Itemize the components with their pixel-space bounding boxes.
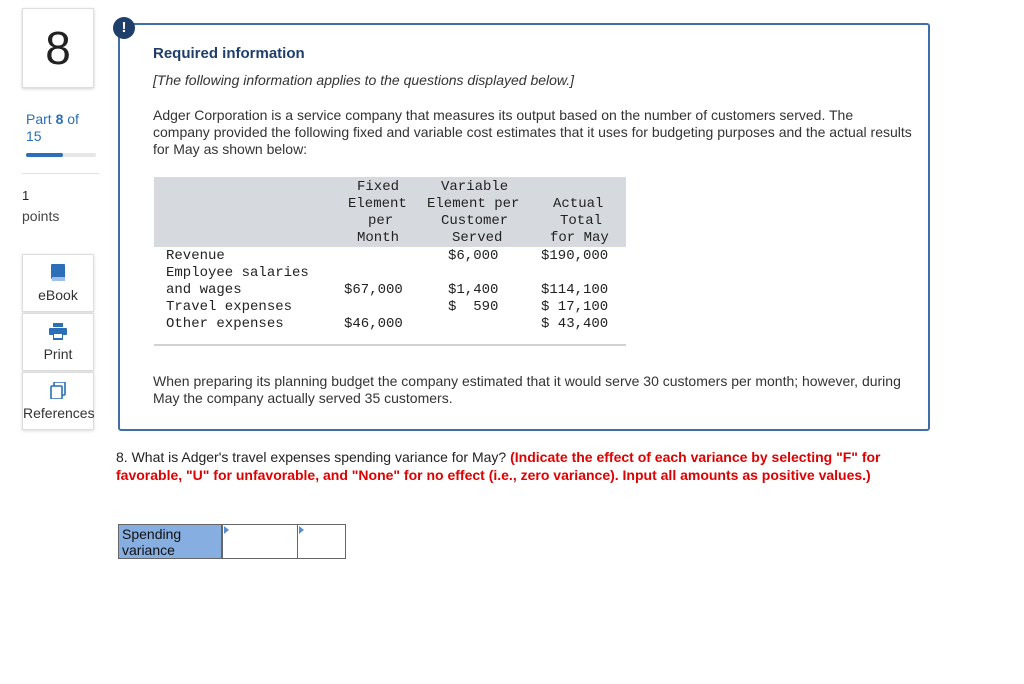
effect-select[interactable]: [297, 524, 346, 559]
part-label: Part: [26, 111, 52, 127]
part-indicator: [26, 111, 79, 145]
revenue-variable: $6,000: [448, 248, 499, 264]
part-progress-bar: [26, 153, 96, 157]
amount-input-marker-icon: [224, 526, 229, 534]
header-actual-2: Total: [560, 213, 603, 229]
book-icon: [23, 264, 93, 284]
employee-actual: $114,100: [541, 282, 609, 298]
part-number: 8: [55, 111, 64, 127]
points-label: points: [22, 208, 60, 224]
header-variable-2: Element per: [427, 196, 520, 212]
printer-icon: [23, 323, 93, 343]
row-label-employee-2: and wages: [166, 282, 242, 298]
info-note: [The following information applies to the questions displayed below.]: [153, 72, 575, 88]
references-button[interactable]: [22, 372, 94, 430]
spending-variance-label: Spending variance: [118, 524, 222, 559]
travel-variable: $ 590: [448, 299, 499, 315]
references-label: References: [23, 405, 95, 421]
print-label: Print: [43, 346, 73, 362]
question-text: [116, 448, 926, 484]
print-button[interactable]: [22, 313, 94, 371]
references-icon: [23, 382, 93, 402]
ebook-label: eBook: [38, 287, 78, 303]
effect-select-marker-icon: [299, 526, 304, 534]
row-label-travel: Travel expenses: [166, 299, 293, 315]
part-total: 15: [26, 128, 42, 144]
travel-actual: $ 17,100: [541, 299, 609, 315]
problem-paragraph: Adger Corporation is a service company that measures its output based on the number of customers served. The company provided the following fixed and variable cost estimates that it uses for budgeting purposes and the actual results for May as shown below:: [153, 107, 912, 157]
row-label-revenue: Revenue: [166, 248, 225, 264]
header-fixed-2: Element: [348, 196, 407, 212]
header-fixed-1: Fixed: [357, 179, 400, 195]
question-instruction: (Indicate the effect of each variance by selecting "F" for favorable, "U" for unfavorable, and "None" for no effect (i.e., zero variance). Input all amounts as positive values.): [116, 449, 881, 483]
other-actual: $ 43,400: [541, 316, 609, 332]
part-of-label: of: [67, 111, 79, 127]
alert-icon: !: [113, 17, 135, 39]
header-fixed-4: Month: [357, 230, 400, 246]
row-label-employee-1: Employee salaries: [166, 265, 309, 281]
cost-table: [154, 177, 626, 332]
revenue-actual: $190,000: [541, 248, 609, 264]
row-label-other: Other expenses: [166, 316, 284, 332]
ebook-button[interactable]: [22, 254, 94, 312]
employee-variable: $1,400: [448, 282, 499, 298]
points-value: 1: [22, 188, 30, 203]
header-variable-1: Variable: [441, 179, 509, 195]
question-prompt: 8. What is Adger's travel expenses spending variance for May?: [116, 449, 511, 465]
part-progress-fill: [26, 153, 63, 157]
header-actual-3: for May: [550, 230, 609, 246]
header-actual-1: Actual: [553, 196, 604, 212]
table-bottom-rule: [154, 344, 626, 346]
amount-input[interactable]: [222, 524, 298, 559]
planning-paragraph: When preparing its planning budget the company estimated that it would serve 30 customers per month; however, during May the company actually served 35 customers.: [153, 373, 901, 406]
required-info-title: Required information: [153, 45, 305, 62]
employee-fixed: $67,000: [344, 282, 403, 298]
question-number: 8: [22, 8, 94, 88]
sidebar-divider: [22, 173, 99, 174]
header-fixed-3: per: [368, 213, 394, 229]
other-fixed: $46,000: [344, 316, 403, 332]
header-variable-3: Customer: [441, 213, 509, 229]
header-variable-4: Served: [452, 230, 503, 246]
